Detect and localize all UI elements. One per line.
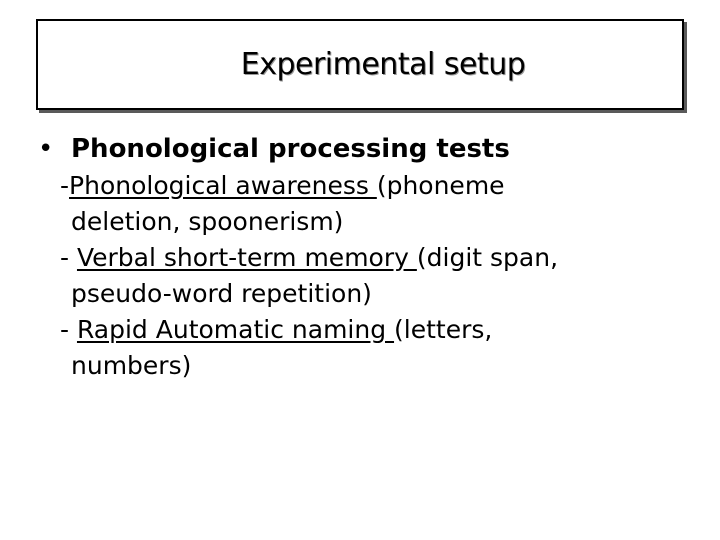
item-detail: (letters,: [394, 315, 493, 344]
item-term: Phonological awareness: [69, 171, 377, 200]
list-item-line: [38, 312, 698, 348]
slide-title: Experimental setup: [240, 47, 526, 82]
item-term: Rapid Automatic naming: [76, 315, 395, 344]
item-prefix: -: [60, 243, 77, 272]
item-term: Verbal short-term memory: [76, 243, 417, 272]
list-item: [38, 168, 698, 240]
item-detail: (digit span,: [416, 243, 559, 272]
bullet-icon: •: [38, 134, 54, 164]
item-prefix: -: [60, 171, 70, 200]
item-detail: (phoneme: [376, 171, 505, 200]
list-item-line: [38, 240, 698, 276]
list-item: [38, 312, 698, 384]
item-detail-continuation: pseudo-word repetition): [71, 279, 372, 308]
title-box: [36, 19, 684, 110]
bullet-heading: Phonological processing tests: [71, 134, 510, 164]
list-item-line: [38, 168, 698, 204]
bullet-heading-line: [38, 130, 698, 168]
item-detail-continuation: numbers): [71, 351, 192, 380]
list-item: [38, 240, 698, 312]
slide-body: [38, 130, 698, 384]
item-prefix: -: [60, 315, 77, 344]
item-detail-continuation: deletion, spoonerism): [71, 207, 344, 236]
